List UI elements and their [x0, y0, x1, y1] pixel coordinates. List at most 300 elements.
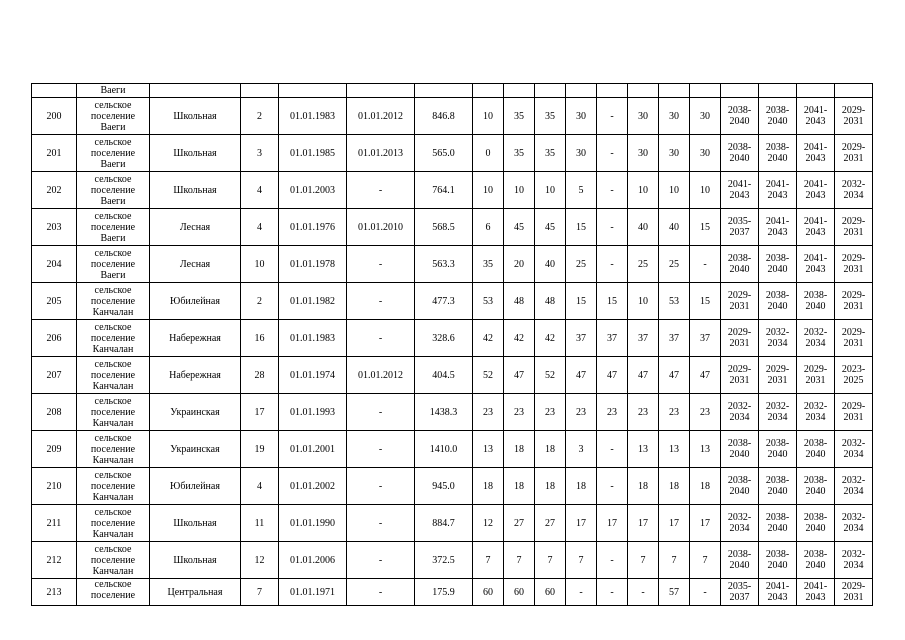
commissioning-date-cell: 01.01.2002 [279, 468, 347, 505]
wear-percent-cell: 18 [504, 468, 535, 505]
commissioning-date-cell: 01.01.2001 [279, 431, 347, 468]
location-cell [77, 505, 150, 542]
location-line: поселение [90, 517, 136, 529]
period-line: 2032- [727, 512, 752, 523]
repair-period-cell [835, 431, 873, 468]
wear-percent-cell: - [690, 246, 721, 283]
repair-period-cell [797, 394, 835, 431]
repair-period-cell [759, 320, 797, 357]
period-line: 2038- [765, 512, 790, 523]
location-line: Канчалан [92, 454, 134, 466]
wear-percent-cell: 13 [659, 431, 690, 468]
table-row [32, 357, 873, 394]
wear-percent-cell: 13 [473, 431, 504, 468]
period-line: 2029- [841, 327, 866, 338]
wear-percent-cell: 42 [473, 320, 504, 357]
wear-percent-cell: 37 [597, 320, 628, 357]
commissioning-date-cell: 01.01.1976 [279, 209, 347, 246]
location-line: Канчалан [92, 380, 134, 392]
area-cell: 565.0 [415, 135, 473, 172]
commissioning-date-cell: 01.01.2006 [279, 542, 347, 579]
repair-period-cell [835, 283, 873, 320]
repair-period-cell [759, 98, 797, 135]
wear-percent-cell: 15 [690, 209, 721, 246]
location-line: Ваеги [100, 232, 126, 244]
period-line: 2038- [765, 142, 790, 153]
area-cell: 328.6 [415, 320, 473, 357]
location-line: поселение [90, 443, 136, 455]
house-number-cell: 16 [241, 320, 279, 357]
area-cell: 175.9 [415, 579, 473, 606]
wear-percent-cell: 60 [535, 579, 566, 606]
wear-percent-cell: 18 [566, 468, 597, 505]
period-line: 2040 [729, 449, 750, 460]
period-line: 2038- [765, 475, 790, 486]
period-line: 2029- [841, 216, 866, 227]
overhaul-date-cell: 01.01.2010 [347, 209, 415, 246]
period-line: 2029- [841, 581, 866, 592]
wear-percent-cell: 10 [628, 172, 659, 209]
location-line: поселение [90, 221, 136, 233]
period-line: 2040 [729, 560, 750, 571]
location-line: Канчалан [92, 417, 134, 429]
wear-percent-cell: 18 [473, 468, 504, 505]
overhaul-date-cell: - [347, 505, 415, 542]
location-line: Ваеги [100, 158, 126, 170]
wear-percent-cell: 18 [659, 468, 690, 505]
period-line: 2038- [765, 290, 790, 301]
period-line: 2032- [841, 549, 866, 560]
repair-period-cell [835, 394, 873, 431]
period-line: 2037 [729, 227, 750, 238]
period-line: 2034 [843, 523, 864, 534]
period-line: 2038- [727, 438, 752, 449]
repair-period-cell [797, 542, 835, 579]
street-cell: Юбилейная [150, 468, 241, 505]
street-cell: Школьная [150, 98, 241, 135]
wear-percent-cell: 17 [597, 505, 628, 542]
period-line: 2029- [803, 364, 828, 375]
repair-period-cell [721, 542, 759, 579]
area-cell: 764.1 [415, 172, 473, 209]
wear-percent-cell: 15 [597, 283, 628, 320]
overhaul-date-cell: 01.01.2013 [347, 135, 415, 172]
repair-period-cell [835, 505, 873, 542]
area-cell: 846.8 [415, 98, 473, 135]
repair-period-cell [835, 246, 873, 283]
repair-period-cell [835, 135, 873, 172]
overhaul-date-cell: 01.01.2012 [347, 357, 415, 394]
wear-percent-cell: 53 [659, 283, 690, 320]
period-line: 2043 [767, 592, 788, 603]
period-line: 2034 [767, 412, 788, 423]
period-line: 2040 [767, 560, 788, 571]
wear-percent-cell: 23 [628, 394, 659, 431]
street-cell: Школьная [150, 505, 241, 542]
repair-period-cell [797, 431, 835, 468]
period-line: 2038- [727, 549, 752, 560]
location-cell [77, 579, 150, 606]
period-line: 2031 [843, 153, 864, 164]
row-number-cell: 200 [32, 98, 77, 135]
wear-percent-cell: - [597, 468, 628, 505]
period-line: 2040 [729, 486, 750, 497]
period-line: 2031 [843, 338, 864, 349]
location-line: сельское [94, 432, 132, 444]
period-line: 2041- [803, 142, 828, 153]
period-line: 2040 [805, 449, 826, 460]
wear-percent-cell: 0 [473, 135, 504, 172]
period-line: 2040 [805, 560, 826, 571]
repair-period-cell [797, 468, 835, 505]
location-line: сельское [94, 284, 132, 296]
wear-percent-cell: 48 [504, 283, 535, 320]
period-line: 2040 [805, 301, 826, 312]
location-line: поселение [90, 147, 136, 159]
period-line: 2043 [767, 227, 788, 238]
row-number-cell: 207 [32, 357, 77, 394]
wear-percent-cell: 10 [473, 98, 504, 135]
repair-period-cell [797, 209, 835, 246]
wear-percent-cell: 30 [690, 98, 721, 135]
wear-percent-cell: 45 [504, 209, 535, 246]
period-line: 2023- [841, 364, 866, 375]
period-line: 2038- [765, 438, 790, 449]
period-line: 2043 [767, 190, 788, 201]
period-line: 2040 [767, 449, 788, 460]
wear-percent-cell: 17 [566, 505, 597, 542]
period-line: 2040 [767, 523, 788, 534]
location-line: сельское [94, 247, 132, 259]
house-number-cell: 3 [241, 135, 279, 172]
wear-percent-cell: 7 [504, 542, 535, 579]
wear-percent-cell: 18 [504, 431, 535, 468]
wear-percent-cell: - [597, 246, 628, 283]
area-cell: 404.5 [415, 357, 473, 394]
period-line: 2035- [727, 581, 752, 592]
repair-period-cell [721, 357, 759, 394]
wear-percent-cell: 23 [597, 394, 628, 431]
wear-percent-cell: 30 [566, 98, 597, 135]
wear-percent-cell: 13 [628, 431, 659, 468]
repair-period-cell [759, 505, 797, 542]
location-line: Ваеги [100, 269, 126, 281]
row-number-cell: 210 [32, 468, 77, 505]
wear-percent-cell: 12 [473, 505, 504, 542]
row-number-cell: 206 [32, 320, 77, 357]
row-number-cell: 201 [32, 135, 77, 172]
location-line: Канчалан [92, 306, 134, 318]
location-cell [77, 98, 150, 135]
table-row [32, 98, 873, 135]
period-line: 2032- [841, 179, 866, 190]
street-cell: Школьная [150, 172, 241, 209]
overhaul-date-cell: - [347, 468, 415, 505]
wear-percent-cell: - [597, 98, 628, 135]
period-line: 2040 [805, 486, 826, 497]
location-cell [77, 246, 150, 283]
location-line: Канчалан [92, 491, 134, 503]
period-line: 2041- [803, 105, 828, 116]
period-line: 2041- [765, 216, 790, 227]
wear-percent-cell: 30 [566, 135, 597, 172]
location-line: поселение [90, 590, 136, 601]
location-line: Канчалан [92, 528, 134, 540]
location-cell: Ваеги [77, 84, 150, 98]
wear-percent-cell: 53 [473, 283, 504, 320]
period-line: 2038- [765, 253, 790, 264]
wear-percent-cell: - [597, 172, 628, 209]
repair-period-cell [721, 172, 759, 209]
period-line: 2040 [767, 116, 788, 127]
period-line: 2031 [843, 412, 864, 423]
period-line: 2032- [841, 475, 866, 486]
period-line: 2034 [805, 338, 826, 349]
period-line: 2038- [727, 253, 752, 264]
repair-period-cell [759, 172, 797, 209]
period-line: 2032- [803, 401, 828, 412]
table-row [32, 505, 873, 542]
period-line: 2041- [803, 581, 828, 592]
location-line: Ваеги [100, 121, 126, 133]
location-cell [77, 357, 150, 394]
wear-percent-cell: - [597, 431, 628, 468]
wear-percent-cell: - [690, 579, 721, 606]
location-line: сельское [94, 321, 132, 333]
repair-period-cell [835, 98, 873, 135]
wear-percent-cell: 23 [566, 394, 597, 431]
location-cell [77, 394, 150, 431]
period-line: 2040 [729, 153, 750, 164]
commissioning-date-cell: 01.01.1974 [279, 357, 347, 394]
wear-percent-cell: 23 [659, 394, 690, 431]
commissioning-date-cell: 01.01.1993 [279, 394, 347, 431]
repair-period-cell [721, 468, 759, 505]
wear-percent-cell: 23 [473, 394, 504, 431]
location-line: поселение [90, 332, 136, 344]
wear-percent-cell: - [566, 579, 597, 606]
period-line: 2038- [727, 142, 752, 153]
wear-percent-cell: 17 [628, 505, 659, 542]
wear-percent-cell: 47 [690, 357, 721, 394]
row-number-cell: 211 [32, 505, 77, 542]
location-cell [77, 209, 150, 246]
location-line: сельское [94, 543, 132, 555]
repair-period-cell [721, 135, 759, 172]
wear-percent-cell: 37 [628, 320, 659, 357]
street-cell: Украинская [150, 394, 241, 431]
period-line: 2031 [767, 375, 788, 386]
table-row [32, 172, 873, 209]
wear-percent-cell: 23 [690, 394, 721, 431]
repair-period-cell [835, 172, 873, 209]
house-number-cell: 19 [241, 431, 279, 468]
area-cell: 568.5 [415, 209, 473, 246]
location-line: сельское [94, 395, 132, 407]
overhaul-date-cell: - [347, 542, 415, 579]
wear-percent-cell: 30 [659, 98, 690, 135]
period-line: 2031 [805, 375, 826, 386]
wear-percent-cell: 60 [473, 579, 504, 606]
overhaul-date-cell: - [347, 283, 415, 320]
area-cell: 563.3 [415, 246, 473, 283]
wear-percent-cell: 42 [504, 320, 535, 357]
wear-percent-cell: 47 [659, 357, 690, 394]
period-line: 2043 [805, 116, 826, 127]
period-line: 2043 [805, 264, 826, 275]
overhaul-date-cell: - [347, 579, 415, 606]
repair-period-cell [759, 394, 797, 431]
period-line: 2031 [729, 301, 750, 312]
wear-percent-cell: 7 [566, 542, 597, 579]
wear-percent-cell: 7 [659, 542, 690, 579]
location-line: поселение [90, 554, 136, 566]
commissioning-date-cell: 01.01.1971 [279, 579, 347, 606]
street-cell: Лесная [150, 209, 241, 246]
table-row [32, 246, 873, 283]
repair-period-cell [721, 98, 759, 135]
repair-period-cell [759, 542, 797, 579]
period-line: 2040 [729, 264, 750, 275]
period-line: 2029- [841, 142, 866, 153]
house-number-cell: 4 [241, 172, 279, 209]
table-row [32, 283, 873, 320]
repair-period-cell [835, 320, 873, 357]
repair-period-cell [835, 542, 873, 579]
location-cell [77, 283, 150, 320]
wear-percent-cell: 35 [473, 246, 504, 283]
location-line: поселение [90, 295, 136, 307]
wear-percent-cell: 3 [566, 431, 597, 468]
table-row [32, 84, 873, 98]
overhaul-date-cell: - [347, 394, 415, 431]
repair-period-cell [797, 135, 835, 172]
period-line: 2043 [805, 227, 826, 238]
period-line: 2038- [727, 105, 752, 116]
wear-percent-cell: 5 [566, 172, 597, 209]
street-cell: Школьная [150, 542, 241, 579]
period-line: 2035- [727, 216, 752, 227]
period-line: 2038- [727, 475, 752, 486]
repair-period-cell [835, 579, 873, 606]
house-number-cell: 4 [241, 468, 279, 505]
wear-percent-cell: 52 [535, 357, 566, 394]
repair-period-cell [759, 246, 797, 283]
period-line: 2031 [729, 338, 750, 349]
wear-percent-cell: 20 [504, 246, 535, 283]
wear-percent-cell: - [597, 135, 628, 172]
period-line: 2034 [767, 338, 788, 349]
overhaul-date-cell: - [347, 246, 415, 283]
wear-percent-cell: 18 [535, 431, 566, 468]
table-row [32, 394, 873, 431]
wear-percent-cell: 40 [535, 246, 566, 283]
wear-percent-cell: 35 [504, 98, 535, 135]
wear-percent-cell: 52 [473, 357, 504, 394]
house-number-cell: 10 [241, 246, 279, 283]
housing-repair-table [31, 83, 873, 606]
wear-percent-cell: 10 [659, 172, 690, 209]
repair-period-cell [759, 135, 797, 172]
wear-percent-cell: - [597, 579, 628, 606]
repair-period-cell [721, 505, 759, 542]
location-line: Ваеги [100, 195, 126, 207]
table-row [32, 320, 873, 357]
house-number-cell: 7 [241, 579, 279, 606]
wear-percent-cell: 18 [690, 468, 721, 505]
commissioning-date-cell: 01.01.1983 [279, 320, 347, 357]
period-line: 2041- [803, 253, 828, 264]
period-line: 2040 [729, 116, 750, 127]
period-line: 2034 [805, 412, 826, 423]
overhaul-date-cell: 01.01.2012 [347, 98, 415, 135]
area-cell: 372.5 [415, 542, 473, 579]
period-line: 2041- [803, 216, 828, 227]
repair-period-cell [797, 579, 835, 606]
period-line: 2038- [803, 475, 828, 486]
wear-percent-cell: 30 [659, 135, 690, 172]
repair-period-cell [721, 320, 759, 357]
repair-period-cell [797, 98, 835, 135]
location-cell [77, 468, 150, 505]
wear-percent-cell: 7 [690, 542, 721, 579]
repair-period-cell [759, 579, 797, 606]
location-cell [77, 431, 150, 468]
wear-percent-cell: 23 [535, 394, 566, 431]
wear-percent-cell: 10 [504, 172, 535, 209]
wear-percent-cell: 30 [690, 135, 721, 172]
row-number-cell: 202 [32, 172, 77, 209]
wear-percent-cell: 57 [659, 579, 690, 606]
period-line: 2041- [803, 179, 828, 190]
period-line: 2029- [841, 253, 866, 264]
wear-percent-cell: 37 [690, 320, 721, 357]
location-cell [77, 172, 150, 209]
location-line: Канчалан [92, 565, 134, 577]
wear-percent-cell: 10 [628, 283, 659, 320]
wear-percent-cell: 15 [566, 209, 597, 246]
period-line: 2043 [805, 190, 826, 201]
wear-percent-cell: 23 [504, 394, 535, 431]
area-cell: 945.0 [415, 468, 473, 505]
period-line: 2041- [765, 581, 790, 592]
repair-period-cell [759, 209, 797, 246]
wear-percent-cell: - [597, 209, 628, 246]
wear-percent-cell: 42 [535, 320, 566, 357]
area-cell: 1438.3 [415, 394, 473, 431]
location-line: сельское [94, 506, 132, 518]
repair-period-cell [721, 209, 759, 246]
period-line: 2031 [843, 264, 864, 275]
wear-percent-cell: 40 [628, 209, 659, 246]
street-cell: Набережная [150, 357, 241, 394]
wear-percent-cell: 6 [473, 209, 504, 246]
wear-percent-cell: 40 [659, 209, 690, 246]
location-cell [77, 135, 150, 172]
period-line: 2029- [727, 290, 752, 301]
wear-percent-cell: - [597, 542, 628, 579]
wear-percent-cell: 47 [597, 357, 628, 394]
wear-percent-cell: 30 [628, 135, 659, 172]
location-line: сельское [94, 210, 132, 222]
row-number-cell: 213 [32, 579, 77, 606]
repair-period-cell [797, 246, 835, 283]
period-line: 2031 [843, 592, 864, 603]
period-line: 2032- [765, 401, 790, 412]
period-line: 2037 [729, 592, 750, 603]
wear-percent-cell: 47 [504, 357, 535, 394]
period-line: 2025 [843, 375, 864, 386]
